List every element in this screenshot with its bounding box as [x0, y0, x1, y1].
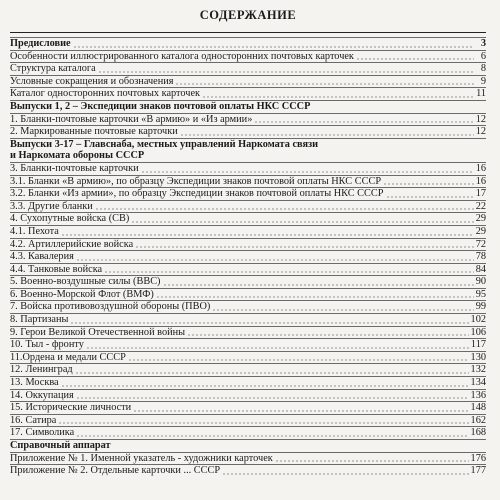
dot-leader [222, 473, 468, 475]
toc-entry [10, 326, 486, 339]
toc-entry [10, 37, 486, 50]
toc-entry [10, 275, 486, 288]
dot-leader [156, 296, 474, 298]
toc-entry-page-number: 6 [480, 50, 486, 62]
dot-leader [61, 234, 474, 236]
toc-section-heading [10, 439, 486, 452]
toc-entry [10, 288, 486, 301]
dot-leader [254, 121, 473, 123]
toc-entry-page-number: 9 [480, 75, 486, 87]
toc-entry-page-number: 162 [470, 414, 486, 426]
toc-entry [10, 250, 486, 263]
toc-entry-page-number: 90 [475, 276, 486, 288]
toc-entry [10, 414, 486, 427]
dot-leader [104, 271, 474, 273]
toc-entry-page-number: 168 [470, 427, 486, 439]
toc-entry-label: 8. Партизаны [10, 314, 69, 326]
toc-entry-page-number: 102 [470, 314, 486, 326]
toc-entry [10, 125, 486, 138]
toc-heading-label: и Наркомата обороны СССР [10, 150, 145, 162]
toc-entry-label: Особенности иллюстрированного каталога односторонних почтовых карточек [10, 50, 354, 62]
toc-entry-page-number: 12 [475, 126, 486, 138]
toc-heading-label: Выпуски 1, 2 – Экспедиции знаков почтовой оплаты НКС СССР [10, 100, 311, 112]
toc-entry-page-number: 177 [470, 465, 486, 477]
toc-entry-label: 9. Герои Великой Отечественной войны [10, 326, 186, 338]
toc-section-heading [10, 138, 486, 151]
toc-entry-label: 4.1. Пехота [10, 225, 59, 237]
dot-leader [86, 347, 469, 349]
dot-leader [76, 259, 474, 261]
toc-entry [10, 426, 486, 439]
toc-entry-label: 4.4. Танковые войска [10, 263, 103, 275]
toc-entry [10, 113, 486, 126]
toc-entry [10, 452, 486, 465]
toc-entry [10, 75, 486, 88]
dot-leader [180, 134, 474, 136]
dot-leader [70, 322, 468, 324]
dot-leader [131, 221, 473, 223]
toc-entry [10, 338, 486, 351]
toc-entry-label: Условные сокращения и обозначения [10, 75, 174, 87]
toc-entry-label: 13. Москва [10, 377, 59, 389]
dot-leader [98, 71, 474, 73]
toc-entry-label: 3.1. Бланки «В армию», по образцу Экспедиции знаков почтовой оплаты НКС СССР [10, 175, 382, 187]
toc-entry-page-number: 29 [475, 213, 486, 225]
toc-entry-page-number: 3 [480, 38, 486, 49]
toc-entry-label: 2. Маркированные почтовые карточки [10, 126, 178, 138]
dot-leader [163, 284, 474, 286]
dot-leader [141, 171, 474, 173]
toc-entry-page-number: 29 [475, 225, 486, 237]
toc-list [10, 37, 486, 477]
toc-entry-page-number: 78 [475, 251, 486, 263]
toc-entry-label: 10. Тыл - фронту [10, 339, 84, 351]
toc-entry-label: 14. Оккупация [10, 389, 74, 401]
toc-entry-page-number: 106 [470, 326, 486, 338]
dot-leader [58, 422, 468, 424]
toc-heading-label: Выпуски 3-17 – Главснаба, местных управлений Наркомата связи [10, 138, 319, 150]
toc-entry-label: Приложение № 2. Отдельные карточки ... СССР [10, 465, 221, 477]
toc-entry-page-number: 22 [475, 200, 486, 212]
toc-entry-page-number: 130 [470, 351, 486, 363]
toc-entry-page-number: 117 [470, 339, 486, 351]
dot-leader [76, 435, 468, 437]
toc-entry-page-number: 132 [470, 364, 486, 376]
toc-entry-label: 4. Сухопутные войска (СВ) [10, 213, 130, 225]
dot-leader [73, 46, 474, 48]
toc-entry-page-number: 176 [470, 452, 486, 464]
toc-entry [10, 225, 486, 238]
toc-entry-label: 3.3. Другие бланки [10, 200, 93, 212]
dot-leader [128, 359, 469, 361]
toc-entry-label: 7. Войска противовоздушной обороны (ПВО) [10, 301, 211, 313]
dot-leader [135, 246, 474, 248]
dot-leader [212, 309, 473, 311]
toc-entry [10, 263, 486, 276]
toc-entry [10, 300, 486, 313]
toc-section-heading [10, 150, 486, 162]
toc-entry-label: 15. Исторические личности [10, 402, 132, 414]
toc-entry-label: 17. Символика [10, 427, 75, 439]
dot-leader [356, 58, 474, 60]
toc-entry-label: 12. Ленинград [10, 364, 73, 376]
dot-leader [175, 83, 474, 85]
toc-entry-label: 5. Военно-воздушные силы (ВВС) [10, 276, 161, 288]
toc-entry [10, 401, 486, 414]
toc-entry [10, 62, 486, 75]
toc-entry-label: 16. Сатира [10, 414, 57, 426]
toc-entry-label: 3.2. Бланки «Из армии», по образцу Экспедиции знаков почтовой оплаты НКС СССР [10, 188, 384, 200]
toc-entry [10, 200, 486, 213]
toc-heading-label: Справочный аппарат [10, 440, 111, 451]
toc-entry [10, 87, 486, 100]
dot-leader [61, 385, 469, 387]
toc-entry [10, 50, 486, 63]
dot-leader [187, 334, 469, 336]
toc-entry-page-number: 12 [475, 113, 486, 125]
dot-leader [76, 397, 469, 399]
toc-entry [10, 351, 486, 364]
toc-entry-label: 11.Ордена и медали СССР [10, 351, 126, 363]
toc-entry-label: 1. Бланки-почтовые карточки «В армию» и «Из армии» [10, 113, 253, 125]
toc-entry-page-number: 134 [470, 377, 486, 389]
toc-entry-page-number: 17 [475, 188, 486, 200]
dot-leader [383, 183, 474, 185]
toc-entry [10, 376, 486, 389]
toc-entry [10, 162, 486, 175]
dot-leader [275, 460, 469, 462]
toc-entry [10, 464, 486, 477]
toc-section-heading [10, 100, 486, 113]
toc-entry-label: Предисловие [10, 38, 71, 49]
toc-entry-label: 4.3. Кавалерия [10, 251, 74, 263]
toc-entry-page-number: 8 [480, 63, 486, 75]
title-divider [10, 32, 486, 33]
toc-entry-page-number: 148 [470, 402, 486, 414]
toc-entry-label: 4.2. Артиллерийские войска [10, 238, 134, 250]
toc-entry-label: Каталог односторонних почтовых карточек [10, 88, 201, 100]
toc-entry [10, 363, 486, 376]
toc-entry [10, 313, 486, 326]
toc-entry [10, 238, 486, 251]
toc-entry [10, 212, 486, 225]
toc-entry-page-number: 72 [475, 238, 486, 250]
dot-leader [386, 196, 474, 198]
toc-entry-page-number: 84 [475, 263, 486, 275]
dot-leader [133, 410, 468, 412]
toc-entry-page-number: 99 [475, 301, 486, 313]
dot-leader [75, 372, 469, 374]
toc-entry [10, 175, 486, 188]
toc-entry [10, 389, 486, 402]
toc-entry [10, 187, 486, 200]
dot-leader [202, 96, 474, 98]
toc-entry-page-number: 11 [476, 88, 486, 100]
toc-entry-page-number: 16 [475, 175, 486, 187]
toc-entry-label: Структура каталога [10, 63, 96, 75]
dot-leader [95, 208, 474, 210]
toc-entry-page-number: 95 [475, 288, 486, 300]
toc-entry-page-number: 136 [470, 389, 486, 401]
toc-entry-label: 3. Бланки-почтовые карточки [10, 162, 139, 174]
toc-entry-label: Приложение № 1. Именной указатель - художники карточек [10, 452, 273, 464]
page-title: СОДЕРЖАНИЕ [199, 8, 297, 22]
toc-entry-label: 6. Военно-Морской Флот (ВМФ) [10, 288, 154, 300]
toc-entry-page-number: 16 [475, 162, 486, 174]
